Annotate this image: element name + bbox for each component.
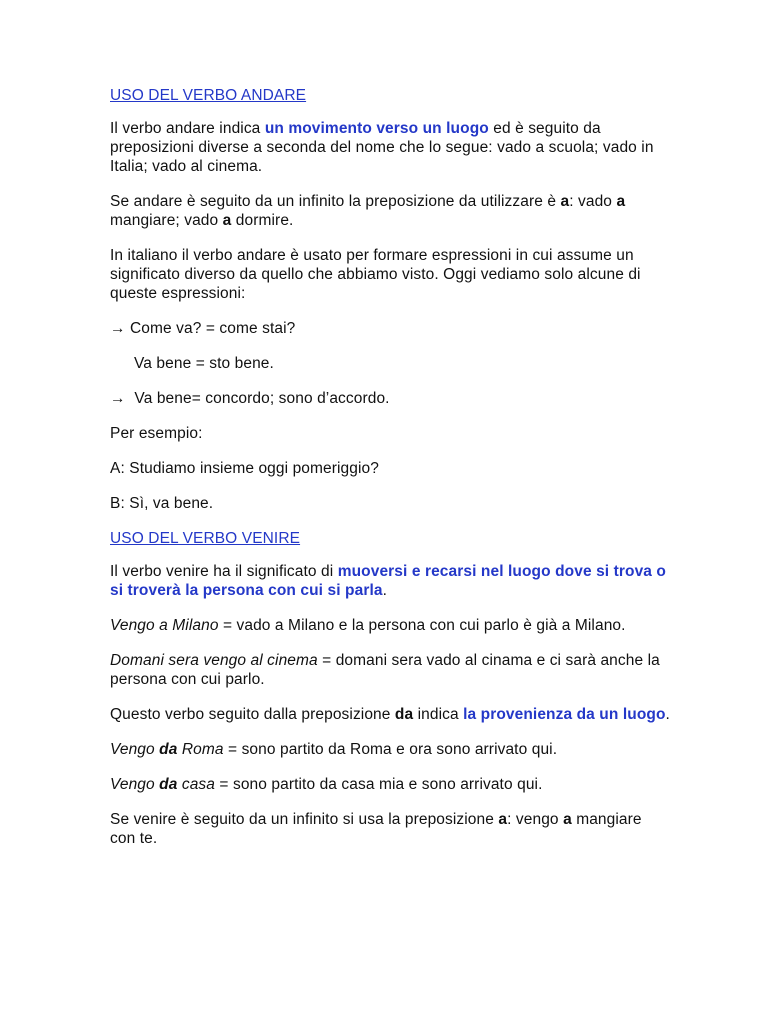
text: mangiare; vado <box>110 212 223 229</box>
text: = vado a Milano e la persona con cui parlo è già a Milano. <box>218 617 626 634</box>
right-arrow-icon: → <box>110 390 126 407</box>
text: = sono partito da casa mia e sono arrivato qui. <box>215 776 543 793</box>
text: : vengo <box>507 811 564 828</box>
text: . <box>665 706 670 723</box>
paragraph-venire-infinito <box>110 810 670 848</box>
dialog-line-a: A: Studiamo insieme oggi pomeriggio? <box>110 460 379 477</box>
text: ed è seguito da preposizioni diverse a seconda del nome che lo segue: vado a scuola; vado in Italia; vado al cinema. <box>110 120 654 175</box>
example-va-bene: Va bene = sto bene. <box>134 355 274 372</box>
example-va-bene-accordo <box>110 389 670 408</box>
bold-preposition: a <box>560 193 570 210</box>
bold-preposition: a <box>563 811 572 828</box>
bold-preposition: da <box>159 776 178 793</box>
right-arrow-icon: → <box>110 320 126 337</box>
paragraph-per-esempio: Per esempio: <box>110 425 203 442</box>
bold-preposition: a <box>498 811 508 828</box>
text: = domani sera vado al cinama e ci sarà anche la persona con cui parlo. <box>110 652 660 688</box>
text: Il verbo venire ha il significato di <box>110 563 338 580</box>
example-vengo-casa <box>110 775 670 794</box>
text: Va bene= concordo; sono d’accordo. <box>125 390 390 407</box>
highlight-provenienza: la provenienza da un luogo <box>463 706 666 723</box>
document-page <box>110 86 670 864</box>
text: Come va? = come stai? <box>125 320 296 337</box>
text: Questo verbo seguito dalla preposizione <box>110 706 395 723</box>
paragraph-espressioni: In italiano il verbo andare è usato per formare espressioni in cui assume un significato diverso da quello che abbiamo visto. Oggi vediamo solo alcune di queste espressioni: <box>110 247 641 302</box>
bold-preposition: a <box>616 193 626 210</box>
example-vengo-milano <box>110 616 670 635</box>
text: Se andare è seguito da un infinito la preposizione da utilizzare è <box>110 193 561 210</box>
italic-phrase: casa <box>177 776 216 793</box>
dialog-line-b: B: Sì, va bene. <box>110 495 214 512</box>
paragraph-andare-infinito <box>110 192 670 230</box>
heading-andare: USO DEL VERBO ANDARE <box>110 87 307 104</box>
text: indica <box>413 706 464 723</box>
text: = sono partito da Roma e ora sono arrivato qui. <box>223 741 558 758</box>
italic-phrase: Vengo a Milano <box>110 617 219 634</box>
highlight-movimento: un movimento verso un luogo <box>264 120 489 137</box>
text: Se venire è seguito da un infinito si usa la preposizione <box>110 811 499 828</box>
italic-phrase: Vengo <box>110 776 160 793</box>
italic-phrase: Vengo <box>110 741 160 758</box>
example-vengo-roma <box>110 740 670 759</box>
heading-venire: USO DEL VERBO VENIRE <box>110 530 301 547</box>
italic-phrase: Roma <box>177 741 224 758</box>
text: mangiare con te. <box>110 811 642 847</box>
text: dormire. <box>231 212 294 229</box>
text: : vado <box>569 193 617 210</box>
text: Il verbo andare indica <box>110 120 265 137</box>
paragraph-andare-definition <box>110 119 670 176</box>
text: . <box>382 582 387 599</box>
example-domani-sera <box>110 651 670 689</box>
example-come-va <box>110 319 670 338</box>
paragraph-provenienza <box>110 705 670 724</box>
bold-preposition: da <box>394 706 414 723</box>
paragraph-venire-definition <box>110 562 670 600</box>
highlight-muoversi: muoversi e recarsi nel luogo dove si trova o si troverà la persona con cui si parla <box>110 563 666 599</box>
bold-preposition: da <box>159 741 178 758</box>
bold-preposition: a <box>222 212 232 229</box>
italic-phrase: Domani sera vengo al cinema <box>110 652 318 669</box>
